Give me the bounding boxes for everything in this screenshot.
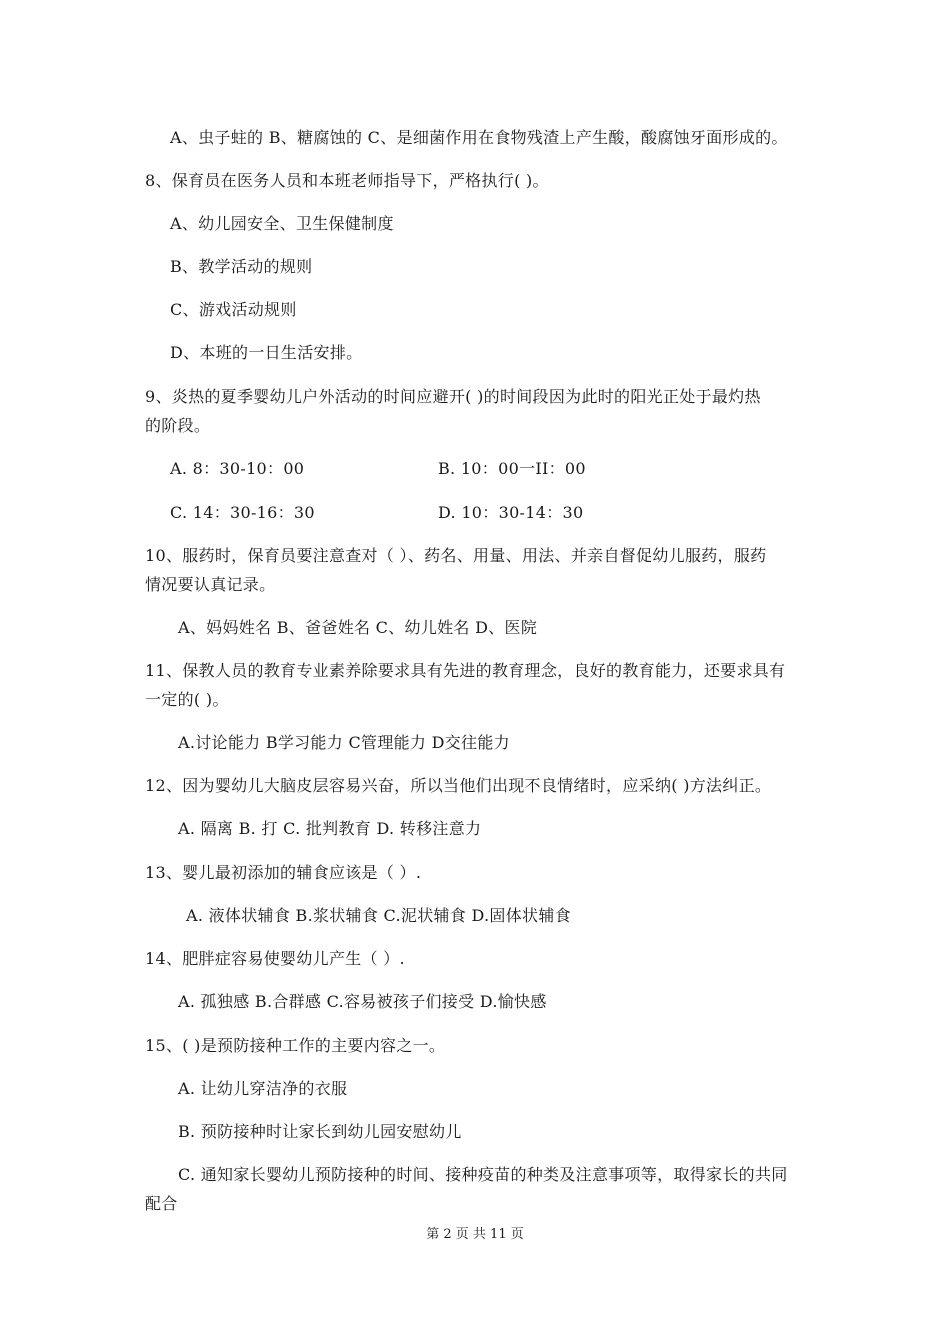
q15-option-a: A. 让幼儿穿洁净的衣服 [178, 1079, 348, 1098]
question-10-line-2: 情况要认真记录。 [145, 575, 276, 594]
q11-options: A.讨论能力 B学习能力 C管理能力 D交往能力 [178, 733, 510, 752]
q15-option-c-line-2: 配合 [145, 1194, 178, 1213]
question-11-line-1: 11、保教人员的教育专业素养除要求具有先进的教育理念，良好的教育能力，还要求具有 [145, 661, 786, 680]
q9-option-d: D. 10：30-14：30 [438, 503, 584, 522]
q15-option-c-line-1: C. 通知家长婴幼儿预防接种的时间、接种疫苗的种类及注意事项等，取得家长的共同 [178, 1165, 788, 1184]
question-12: 12、因为婴幼儿大脑皮层容易兴奋，所以当他们出现不良情绪时，应采纳( )方法纠正。 [145, 776, 772, 795]
q8-option-b: B、教学活动的规则 [170, 257, 313, 276]
q7-options-line: A、虫子蛀的 B、糖腐蚀的 C、是细菌作用在食物残渣上产生酸，酸腐蚀牙面形成的。 [170, 128, 788, 147]
q9-option-c: C. 14：30-16：30 [170, 503, 315, 522]
q13-options: A. 液体状辅食 B.浆状辅食 C.泥状辅食 D.固体状辅食 [186, 906, 571, 925]
question-13: 13、婴儿最初添加的辅食应该是（ ）. [145, 863, 422, 882]
q8-option-c: C、游戏活动规则 [170, 300, 297, 319]
question-11-line-2: 一定的( )。 [145, 690, 229, 709]
q8-option-d: D、本班的一日生活安排。 [170, 343, 363, 362]
question-9-line-2: 的阶段。 [145, 416, 211, 435]
q15-option-b: B. 预防接种时让家长到幼儿园安慰幼儿 [178, 1122, 462, 1141]
question-8: 8、保育员在医务人员和本班老师指导下，严格执行( )。 [145, 171, 549, 190]
question-14: 14、肥胖症容易使婴幼儿产生（ ）. [145, 949, 405, 968]
q12-options: A. 隔离 B. 打 C. 批判教育 D. 转移注意力 [178, 819, 482, 838]
q9-option-b: B. 10：00一II：00 [438, 459, 586, 478]
q10-options: A、妈妈姓名 B、爸爸姓名 C、幼儿姓名 D、医院 [178, 618, 538, 637]
page-footer: 第 2 页 共 11 页 [426, 1227, 524, 1242]
q8-option-a: A、幼儿园安全、卫生保健制度 [170, 214, 394, 233]
q14-options: A. 孤独感 B.合群感 C.容易被孩子们接受 D.愉快感 [178, 992, 547, 1011]
q9-option-a: A. 8：30-10：00 [170, 459, 305, 478]
question-15: 15、( )是预防接种工作的主要内容之一。 [145, 1036, 446, 1055]
question-9-line-1: 9、炎热的夏季婴幼儿户外活动的时间应避开( )的时间段因为此时的阳光正处于最灼热 [145, 387, 761, 406]
question-10-line-1: 10、服药时，保育员要注意查对（ ）、药名、用量、用法、并亲自督促幼儿服药，服药 [145, 546, 767, 565]
